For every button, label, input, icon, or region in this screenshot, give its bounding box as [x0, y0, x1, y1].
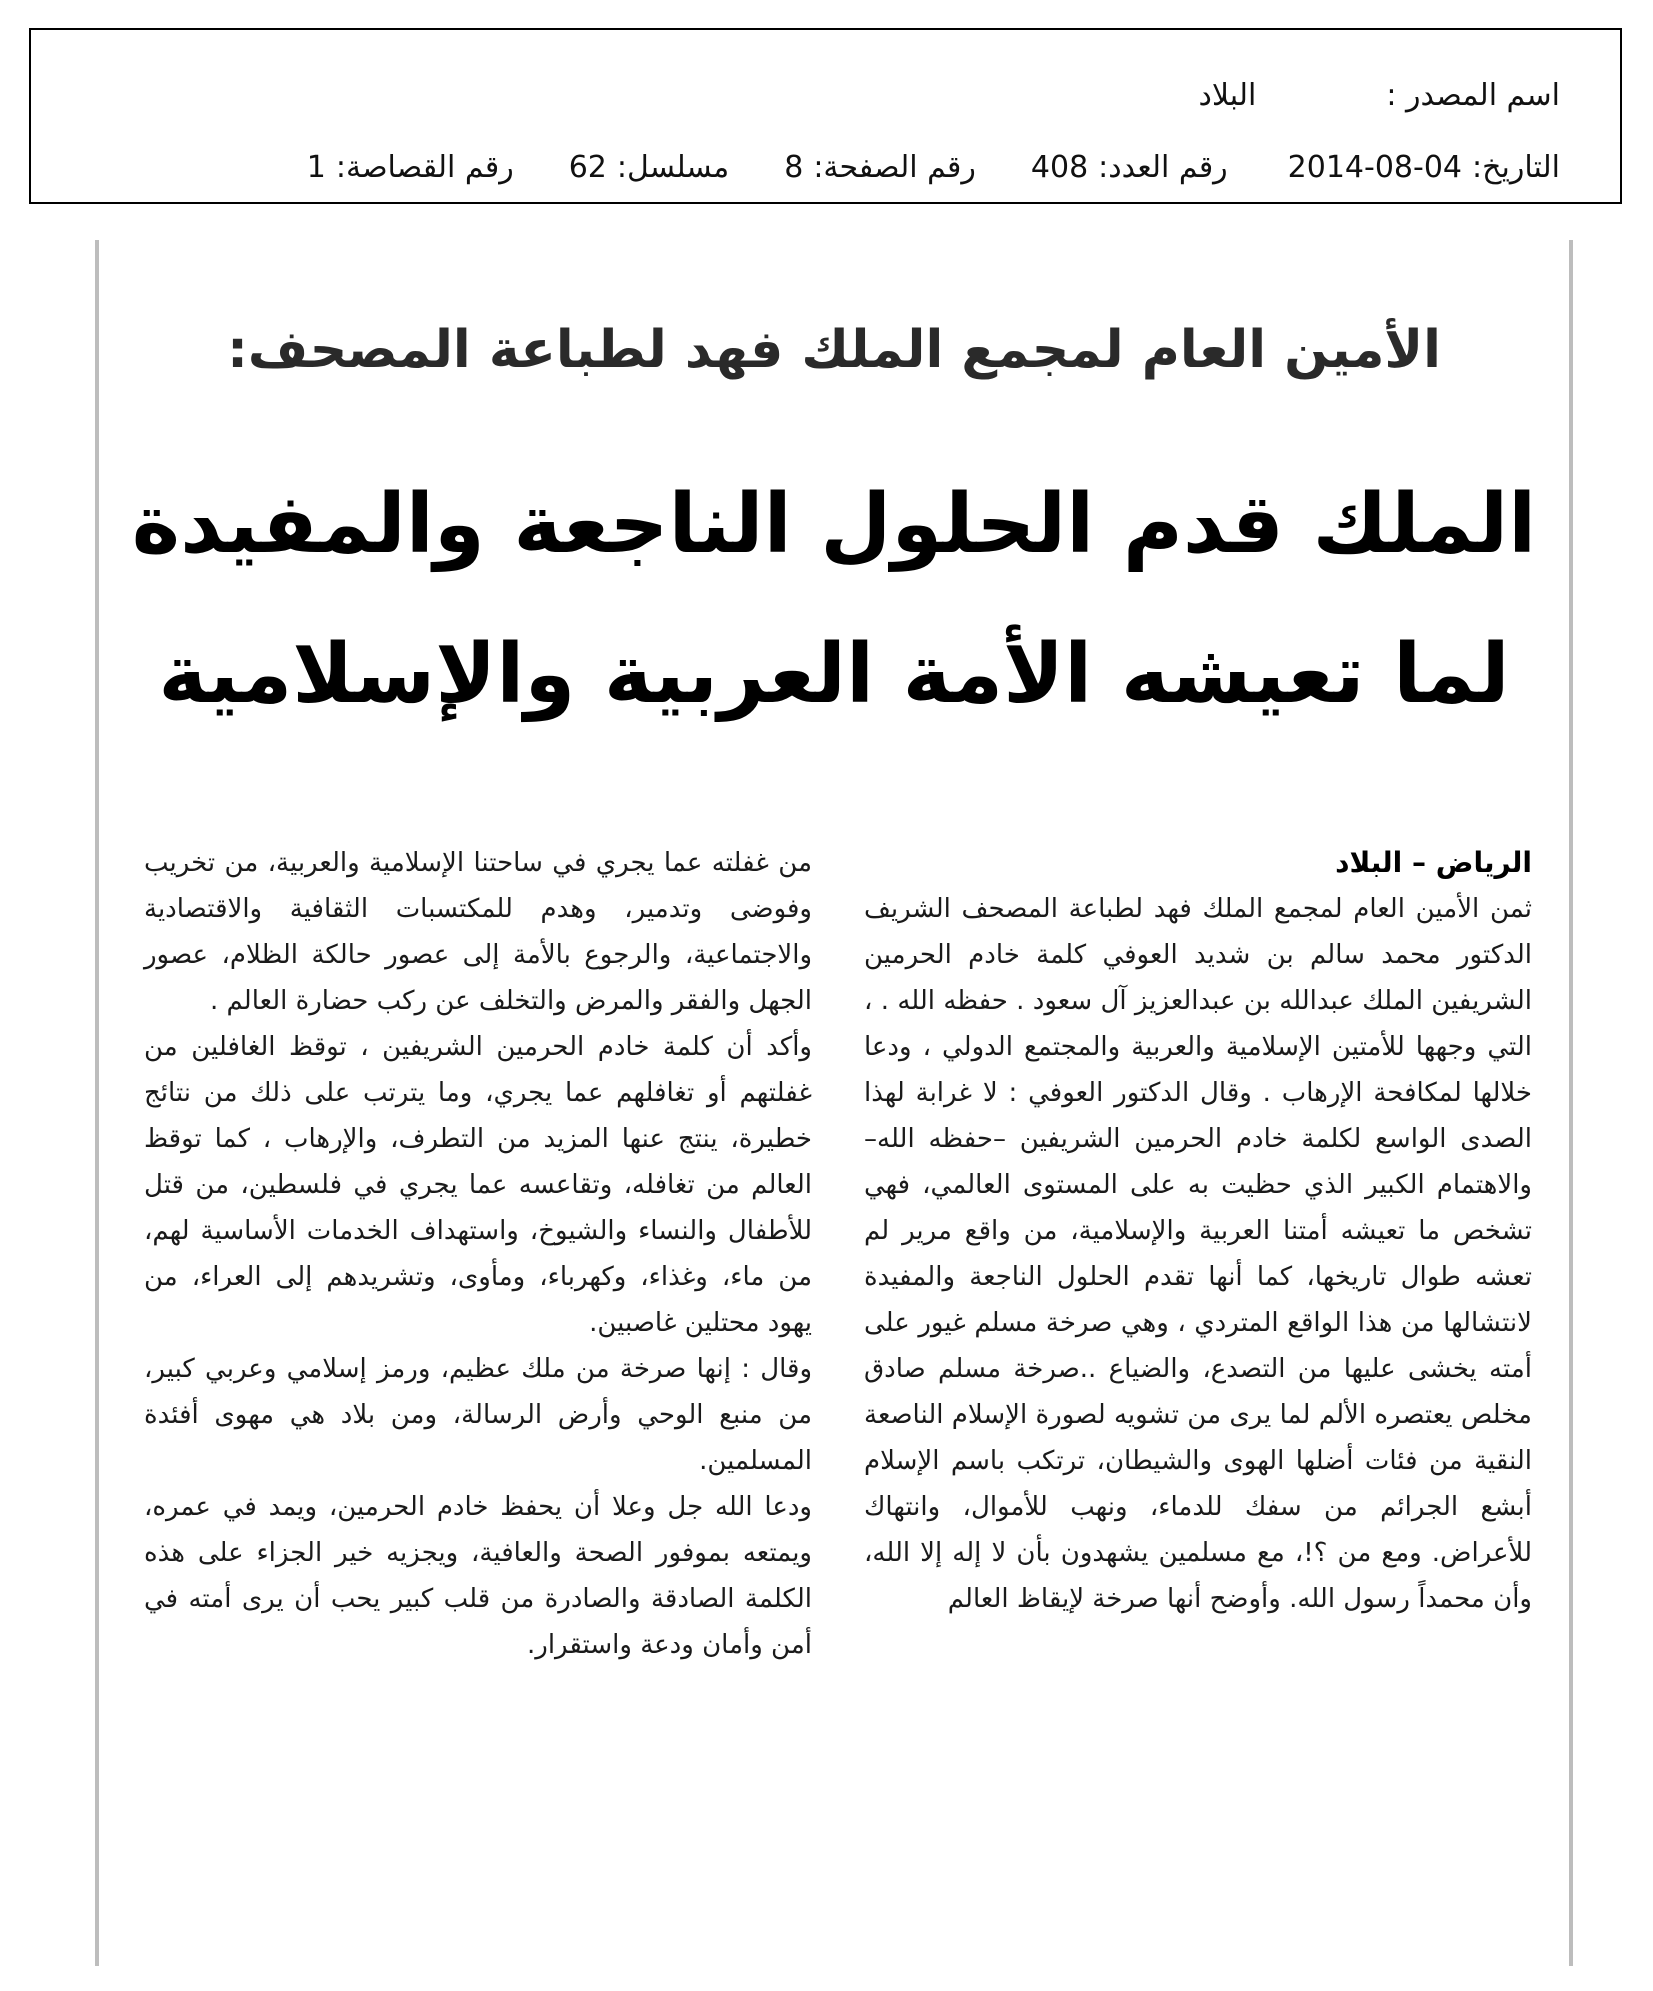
issue-value: 408 [1030, 150, 1089, 185]
page-field [784, 150, 976, 185]
issue-field [1031, 150, 1228, 185]
article-body [144, 840, 1532, 1920]
serial-value: 62 [568, 150, 607, 185]
source-value: البلاد [1198, 78, 1257, 113]
details-row [91, 150, 1560, 185]
article-paragraph: من غفلته عما يجري في ساحتنا الإسلامية والعربية، من تخريب وفوضى وتدمير، وهدم للمكتسبات الثقافية والاقتصادية والاجتماعية، والرجوع بالأمة إلى عصور حالكة الظلام، عصور الجهل والفقر والمرض والتخلف عن ركب حضارة العالم . [144, 848, 812, 1016]
clipping-number-field [307, 150, 514, 185]
page-label: رقم الصفحة: [813, 150, 976, 185]
date-field [1288, 150, 1560, 185]
article-paragraph: ودعا الله جل وعلا أن يحفظ خادم الحرمين، ويمد في عمره، ويمتعه بموفور الصحة والعافية، ويجزيه خير الجزاء على هذه الكلمة الصادقة والصادرة من قلب كبير يحب أن يرى أمته في أمن وأمان ودعة واستقرار. [144, 1492, 812, 1660]
article-dateline: الرياض – البلاد [1335, 846, 1532, 879]
headline-line-1: الملك قدم الحلول الناجعة والمفيدة [131, 477, 1537, 572]
source-label: اسم المصدر : [1386, 78, 1560, 113]
article-paragraph: وأكد أن كلمة خادم الحرمين الشريفين ، توقظ الغافلين من غفلتهم أو تغافلهم عما يجري، وما يترتب على ذلك من نتائج خطيرة، ينتج عنها المزيد من التطرف، والإرهاب ، كما توقظ العالم من تغافله، وتقاعسه عما يجري في فلسطين، من قتل للأطفال والنساء والشيوخ، واستهداف الخدمات الأساسية لهم، من ماء، وغذاء، وكهرباء، ومأوى، وتشريدهم إلى العراء، من يهود محتلين غاصبين. [144, 1032, 812, 1338]
clipping-number-label: رقم القصاصة: [335, 150, 514, 185]
serial-label: مسلسل: [616, 150, 730, 185]
article-panel [95, 240, 1573, 1966]
article-column-left [144, 840, 812, 1920]
date-label: التاريخ: [1472, 150, 1560, 185]
date-value: 2014-08-04 [1287, 150, 1463, 185]
article-paragraph: وقال : إنها صرخة من ملك عظيم، ورمز إسلامي وعربي كبير، من منبع الوحي وأرض الرسالة، ومن بلاد هي مهوى أفئدة المسلمين. [144, 1354, 812, 1476]
page-value: 8 [784, 150, 804, 185]
serial-field [569, 150, 730, 185]
clipping-metadata-box [29, 28, 1622, 204]
article-column-right [864, 840, 1532, 1920]
headline-line-2: لما تعيشه الأمة العربية والإسلامية [158, 627, 1510, 722]
article-headline [99, 450, 1569, 750]
clipping-number-value: 1 [306, 150, 326, 185]
source-row [91, 78, 1560, 113]
issue-label: رقم العدد: [1098, 150, 1228, 185]
article-kicker: الأمين العام لمجمع الملك فهد لطباعة المصحف: [227, 320, 1441, 380]
article-paragraph: ثمن الأمين العام لمجمع الملك فهد لطباعة المصحف الشريف الدكتور محمد سالم بن شديد العوفي كلمة خادم الحرمين الشريفين الملك عبدالله بن عبدالعزيز آل سعود . حفظه الله . ، التي وجهها للأمتين الإسلامية والعربية والمجتمع الدولي ، ودعا خلالها لمكافحة الإرهاب . وقال الدكتور العوفي : لا غرابة لهذا الصدى الواسع لكلمة خادم الحرمين الشريفين –حفظه الله– والاهتمام الكبير الذي حظيت به على المستوى العالمي، فهي تشخص ما تعيشه أمتنا العربية والإسلامية، من واقع مرير لم تعشه طوال تاريخها، كما أنها تقدم الحلول الناجعة والمفيدة لانتشالها من هذا الواقع المتردي ، وهي صرخة مسلم غيور على أمته يخشى عليها من التصدع، والضياع ..صرخة مسلم صادق مخلص يعتصره الألم لما يرى من تشويه لصورة الإسلام الناصعة النقية من فئات أضلها الهوى والشيطان، ترتكب باسم الإسلام أبشع الجرائم من سفك للدماء، ونهب للأموال، وانتهاك للأعراض. ومع من ؟!، مع مسلمين يشهدون بأن لا إله إلا الله، وأن محمداً رسول الله. وأوضح أنها صرخة لإيقاظ العالم [864, 894, 1532, 1614]
